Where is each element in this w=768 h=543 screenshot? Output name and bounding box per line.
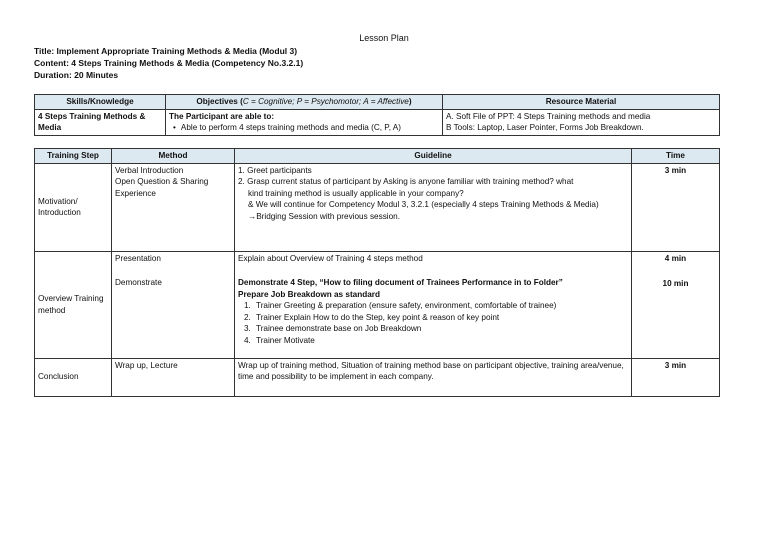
- method-line: Verbal Introduction: [115, 165, 184, 175]
- meta-content: Content: 4 Steps Training Methods & Media (Competency No.3.2.1): [34, 58, 304, 68]
- time-header: Time: [632, 149, 720, 164]
- skills-value: 4 Steps Training Methods & Media: [35, 109, 166, 135]
- step-header: Training Step: [35, 149, 112, 164]
- meta-duration: Duration: 20 Minutes: [34, 70, 119, 80]
- method-header: Method: [112, 149, 235, 164]
- resource-cell: [443, 109, 720, 135]
- guideline-line: 1. Greet participants: [238, 165, 312, 175]
- list-item: 1. Trainer Greeting & preparation (ensure safety, environment, comfortable of trainee): [244, 301, 557, 310]
- list-item: 3. Trainee demonstrate base on Job Breakdown: [244, 324, 422, 333]
- table-row: [35, 251, 720, 358]
- method-line: Demonstrate: [115, 278, 162, 287]
- time-cell: [632, 251, 720, 358]
- method-cell: [112, 163, 235, 251]
- time-cell: 3 min: [632, 358, 720, 396]
- resource-b: B Tools: Laptop, Laser Pointer, Forms Job Breakdown.: [446, 123, 644, 132]
- method-line: Open Question & Sharing Experience: [115, 177, 209, 198]
- resource-header: Resource Material: [443, 95, 720, 110]
- step-cell: Conclusion: [35, 358, 112, 396]
- time-presentation: 4 min: [664, 253, 687, 263]
- skills-header: Skills/Knowledge: [35, 95, 166, 110]
- table-row: [35, 358, 720, 396]
- guideline-line: Demonstrate 4 Step, “How to filing document of Trainees Performance in to Folder”: [238, 278, 563, 287]
- objectives-intro: The Participant are able to:: [169, 111, 275, 121]
- list-item: 2. Trainer Explain How to do the Step, key point & reason of key point: [244, 312, 500, 322]
- step-cell: Motivation/ Introduction: [35, 163, 112, 251]
- guideline-line: 2. Grasp current status of participant by Asking is anyone familiar with training method? what: [238, 177, 574, 186]
- method-cell: Wrap up, Lecture: [112, 358, 235, 396]
- demo-steps-list: [238, 300, 628, 346]
- guideline-cell: Wrap up of training method, Situation of training method base on participant objective, training area/venue, time and possibility to be implement in each company.: [235, 358, 632, 396]
- list-item: 4. Trainer Motivate: [244, 335, 315, 345]
- meta-title: Title: Implement Appropriate Training Methods & Media (Modul 3): [34, 46, 298, 56]
- lesson-meta: [34, 45, 303, 81]
- document-title: Lesson Plan: [359, 33, 409, 43]
- time-demo: 10 min: [662, 279, 689, 288]
- guideline-line: Prepare Job Breakdown as standard: [238, 289, 380, 299]
- training-steps-table: [34, 148, 720, 397]
- table-row: [35, 163, 720, 251]
- method-line: Presentation: [115, 253, 161, 263]
- objectives-cell: [166, 109, 443, 135]
- guideline-cell: [235, 251, 632, 358]
- method-cell: [112, 251, 235, 358]
- guideline-header: Guideline: [235, 149, 632, 164]
- guideline-cell: [235, 163, 632, 251]
- guideline-line: & We will continue for Competency Modul 3, 3.2.1 (especially 4 steps Training Methods & Media): [248, 200, 599, 209]
- guideline-line: →Bridging Session with previous session.: [248, 211, 400, 221]
- step-cell: Overview Training method: [35, 251, 112, 358]
- objectives-table: [34, 94, 720, 136]
- objectives-bullet: • Able to perform 4 steps training methods and media (C, P, A): [169, 122, 439, 134]
- objectives-header: Objectives (C = Cognitive; P = Psychomotor; A = Affective): [166, 95, 443, 110]
- guideline-line: Explain about Overview of Training 4 steps method: [238, 253, 423, 263]
- resource-a: A. Soft File of PPT: 4 Steps Training methods and media: [446, 111, 651, 121]
- guideline-line: kind training method is usually applicable in your company?: [248, 188, 464, 198]
- time-cell: 3 min: [632, 163, 720, 251]
